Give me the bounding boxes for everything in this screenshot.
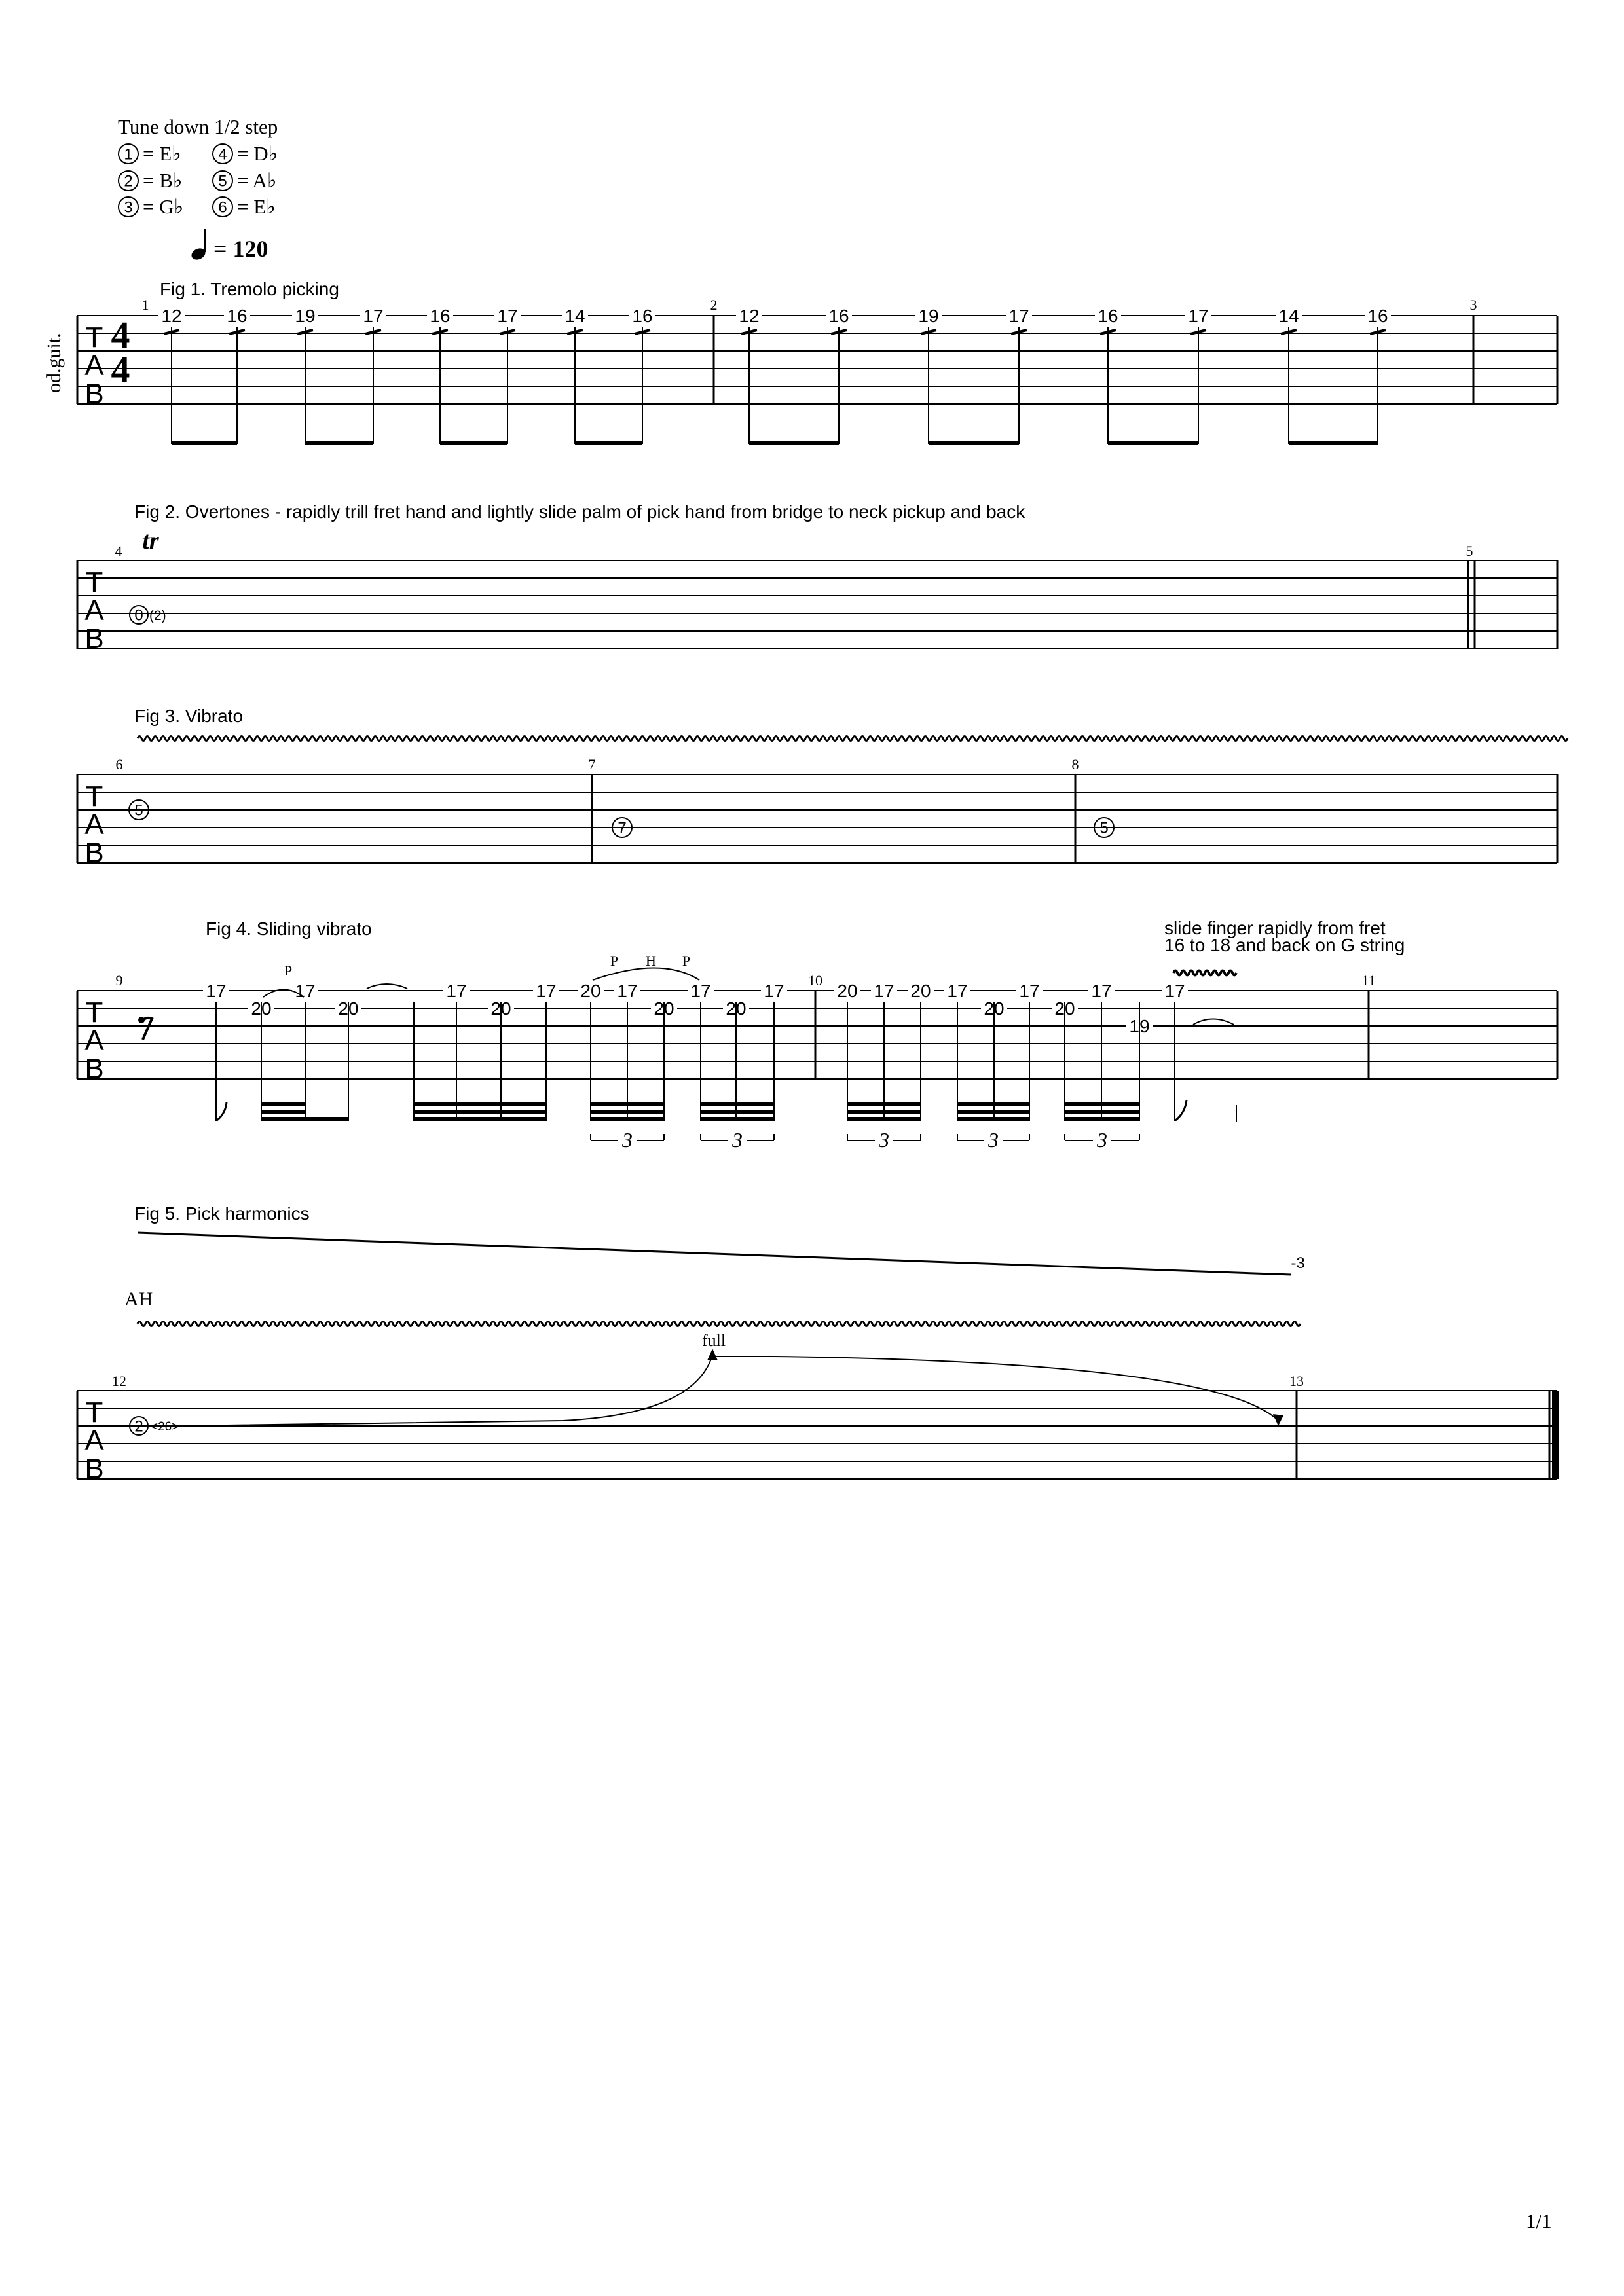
fig4-fret: 20 (726, 998, 747, 1019)
fig4-beam (847, 1110, 921, 1114)
fig4-annotation-line-2: 16 to 18 and back on G string (1164, 935, 1405, 955)
fig4-beam (591, 1102, 664, 1106)
measure-number-8: 8 (1071, 756, 1079, 773)
fig4-annotation-line-1: slide finger rapidly from fret (1164, 918, 1386, 938)
measure-number-1: 1 (141, 297, 149, 313)
system-1-clef-b: B (84, 378, 104, 410)
fig3-harmonic-3-number: 5 (1099, 819, 1109, 837)
fig4-beam (1065, 1110, 1139, 1114)
fig4-beam (305, 1117, 348, 1121)
fig4-fret: 20 (338, 998, 359, 1019)
fig1-beam (929, 441, 1019, 445)
fig1-beam (440, 441, 507, 445)
system-4-clef-t: T (85, 996, 103, 1029)
fig4-fret: 17 (446, 981, 467, 1001)
fig4-tie-2 (1193, 1019, 1234, 1025)
fig5-harmonic-note-number: 2 (134, 1417, 143, 1436)
fig4-pull-off-2: P (610, 953, 619, 969)
fig1-fret: 16 (1098, 306, 1118, 326)
fig4-fret: 20 (984, 998, 1005, 1019)
fig1-fret: 16 (632, 306, 653, 326)
fig3-harmonic-2-number: 7 (618, 819, 627, 837)
tuning-string-6-number: 6 (218, 198, 227, 217)
fig4-pull-off-3: P (682, 953, 691, 969)
fig4-fret: 20 (837, 981, 858, 1001)
fig4-fret: 17 (295, 981, 316, 1001)
fig1-fret: 14 (1278, 306, 1299, 326)
measure-number-2: 2 (710, 297, 718, 313)
fig1-fret: 16 (828, 306, 849, 326)
time-signature-top: 4 (111, 314, 130, 356)
fig4-triplet-number: 3 (732, 1128, 743, 1152)
fig4-triplet-number: 3 (879, 1128, 889, 1152)
tuning-note-6: = E♭ (237, 195, 276, 218)
fig4-fret: 20 (580, 981, 601, 1001)
system-5-clef-t: T (85, 1396, 103, 1429)
fig4-pull-off-1: P (284, 962, 293, 979)
fig1-fret: 19 (918, 306, 939, 326)
fig1-fret: 17 (1008, 306, 1029, 326)
fig4-fret: 20 (251, 998, 272, 1019)
fig4-fret: 17 (947, 981, 968, 1001)
fig4-fret: 17 (1164, 981, 1185, 1001)
tuning-note-1: = E♭ (143, 142, 181, 165)
figure-3-title: Fig 3. Vibrato (134, 706, 244, 726)
instrument-name: od.guit. (43, 333, 65, 393)
tuning-note-4: = D♭ (237, 142, 278, 165)
fig4-slur-2 (593, 968, 699, 981)
fig1-fret: 16 (1367, 306, 1388, 326)
fig4-triplet-number: 3 (1097, 1128, 1107, 1152)
figure-1-title: Fig 1. Tremolo picking (160, 279, 339, 299)
fig5-vibrato-line (138, 1322, 1301, 1326)
measure-number-13: 13 (1289, 1373, 1304, 1389)
fig4-flag-last (1175, 1100, 1187, 1121)
fig4-beam (701, 1102, 774, 1106)
fig4-fret: 19 (1129, 1016, 1150, 1036)
system-3-clef-a: A (84, 809, 104, 841)
fig4-beam (414, 1102, 546, 1106)
fig4-beam (261, 1117, 305, 1121)
tuning-string-1-number: 1 (124, 145, 133, 164)
fig4-fret: 20 (490, 998, 511, 1019)
measure-number-10: 10 (808, 972, 822, 989)
trill-symbol: tr (142, 527, 159, 555)
fig5-artificial-harmonic-label: AH (124, 1288, 153, 1310)
fig4-hammer-on: H (646, 953, 656, 969)
tempo-marking: = 120 (213, 236, 268, 262)
fig4-fret: 17 (764, 981, 784, 1001)
system-2-clef-t: T (85, 566, 103, 598)
measure-number-4: 4 (115, 543, 122, 559)
fig4-beam (957, 1102, 1029, 1106)
fig4-beam (957, 1117, 1029, 1121)
fig4-fret: 17 (536, 981, 557, 1001)
fig4-beam (847, 1117, 921, 1121)
fig4-fret: 20 (654, 998, 674, 1019)
fig1-fret: 17 (363, 306, 384, 326)
fig4-triplet-number: 3 (988, 1128, 999, 1152)
fig1-beam (749, 441, 839, 445)
fig4-beam (591, 1117, 664, 1121)
fig4-beam (701, 1117, 774, 1121)
fig1-beam (1289, 441, 1378, 445)
fig4-fret: 17 (1091, 981, 1112, 1001)
fig5-release-down (773, 1357, 1278, 1421)
figure-5-title: Fig 5. Pick harmonics (134, 1203, 310, 1224)
fig4-fret: 17 (690, 981, 711, 1001)
fig4-beam (414, 1117, 546, 1121)
fig5-bend-label: full (701, 1331, 726, 1350)
fig1-beam (172, 441, 237, 445)
system-4-clef-a: A (84, 1025, 104, 1057)
fig1-fret: 19 (295, 306, 316, 326)
fig1-fret: 12 (161, 306, 182, 326)
fig4-beam (847, 1102, 921, 1106)
tuning-string-4-number: 4 (218, 145, 227, 164)
eighth-rest-dot (138, 1017, 145, 1023)
measure-number-7: 7 (588, 756, 596, 773)
fig5-whammy-amount: -3 (1291, 1254, 1305, 1272)
fig4-fret: 20 (1054, 998, 1075, 1019)
system-5-final-thick (1552, 1391, 1559, 1479)
fig1-beam (575, 441, 642, 445)
measure-number-11: 11 (1361, 972, 1376, 989)
fig1-fret: 17 (497, 306, 518, 326)
fig1-fret: 16 (430, 306, 451, 326)
page-number: 1/1 (1526, 2210, 1552, 2232)
fig4-fret: 17 (874, 981, 895, 1001)
system-3-clef-b: B (84, 837, 104, 869)
fig1-fret: 17 (1188, 306, 1209, 326)
system-4-clef-b: B (84, 1053, 104, 1085)
fig4-tie-1 (367, 984, 407, 989)
fig5-bend-arrow-up (707, 1349, 718, 1360)
fig4-fret: 17 (206, 981, 227, 1001)
fig5-whammy-dive-line (138, 1233, 1291, 1275)
fig4-triplet-number: 3 (622, 1128, 633, 1152)
fig3-vibrato-line (138, 737, 1568, 741)
measure-number-5: 5 (1466, 543, 1473, 559)
tuning-note-2: = B♭ (143, 169, 183, 192)
fig1-beam (305, 441, 373, 445)
fig4-beam (414, 1110, 546, 1114)
fig4-beam (1065, 1117, 1139, 1121)
fig4-fret: 20 (910, 981, 931, 1001)
system-2-clef-b: B (84, 623, 104, 655)
fig5-release-arrow (1273, 1414, 1283, 1426)
system-2-clef-a: A (84, 594, 104, 627)
fig1-fret: 12 (739, 306, 760, 326)
measure-number-9: 9 (115, 972, 123, 989)
fig1-beam (1108, 441, 1198, 445)
figure-2-title: Fig 2. Overtones - rapidly trill fret hand and lightly slide palm of pick hand from bridge to neck pickup and back (134, 501, 1025, 522)
fig1-fret: 16 (227, 306, 248, 326)
fig4-beam (701, 1110, 774, 1114)
tuning-note-3: = G♭ (143, 195, 184, 218)
system-1-clef-t: T (85, 321, 103, 354)
fig4-beam (261, 1110, 305, 1114)
fig4-flag (216, 1102, 227, 1121)
fig5-harmonic-fret: <26> (151, 1420, 179, 1434)
fig4-beam (1065, 1102, 1139, 1106)
system-3-clef-t: T (85, 780, 103, 812)
tuning-string-3-number: 3 (124, 198, 133, 217)
fig1-fret: 14 (564, 306, 585, 326)
measure-number-6: 6 (115, 756, 123, 773)
fig4-fret: 17 (617, 981, 638, 1001)
measure-number-12: 12 (112, 1373, 126, 1389)
time-signature-bottom: 4 (111, 348, 130, 391)
tuning-title: Tune down 1/2 step (118, 115, 278, 138)
measure-number-3: 3 (1469, 297, 1477, 313)
system-5-clef-b: B (84, 1453, 104, 1485)
figure-4-title: Fig 4. Sliding vibrato (206, 919, 372, 939)
fig4-beam (261, 1102, 305, 1106)
fig4-beam (957, 1110, 1029, 1114)
system-1-clef-a: A (84, 350, 104, 382)
tuning-string-2-number: 2 (124, 172, 133, 191)
fig2-harmonic-note-number: 0 (134, 606, 143, 625)
fig3-harmonic-1-number: 5 (134, 801, 143, 820)
fig2-trill-fret: (2) (149, 608, 166, 623)
tuning-note-5: = A♭ (237, 169, 277, 192)
system-5-clef-a: A (84, 1425, 104, 1457)
fig4-beam (591, 1110, 664, 1114)
tuning-string-5-number: 5 (218, 172, 227, 191)
fig4-fret: 17 (1019, 981, 1040, 1001)
fig4-vibrato-squiggle (1173, 971, 1236, 975)
